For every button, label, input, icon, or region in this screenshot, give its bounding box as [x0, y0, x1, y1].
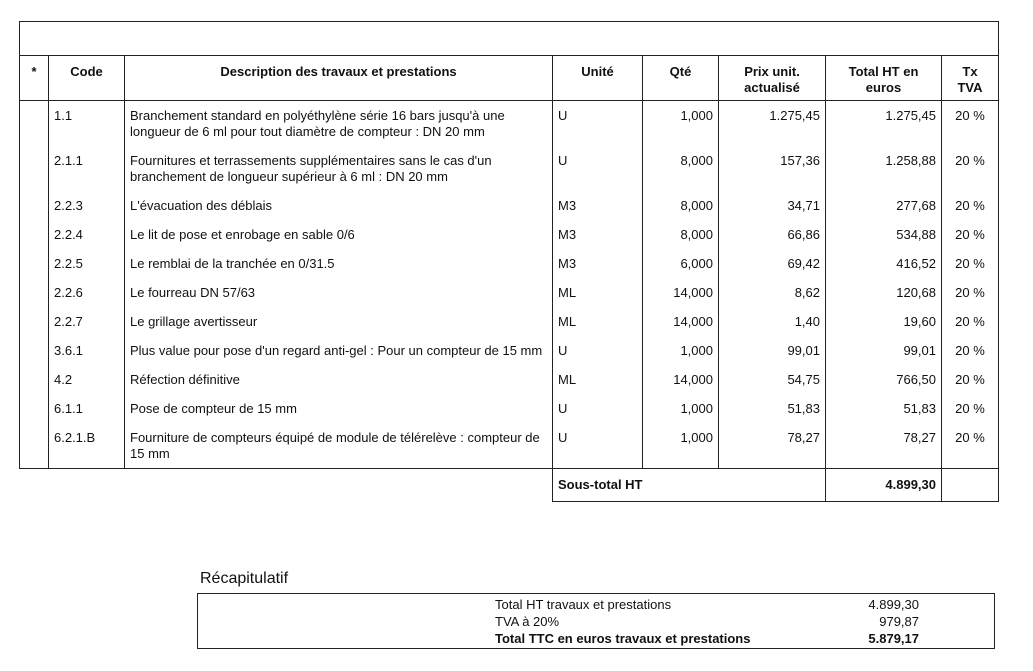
table-blank-header-row: [20, 22, 999, 56]
row-qty: 1,000: [643, 336, 719, 365]
row-tva: 20 %: [942, 336, 999, 365]
row-total: 416,52: [826, 249, 942, 278]
row-description: Réfection définitive: [125, 365, 553, 394]
recap-row-total-ttc: [198, 630, 994, 647]
row-code: 2.1.1: [49, 146, 125, 191]
row-qty: 14,000: [643, 365, 719, 394]
header-unit-price: [719, 56, 826, 101]
row-qty: 14,000: [643, 307, 719, 336]
header-total-line1: Total HT en: [848, 64, 919, 79]
row-total: 766,50: [826, 365, 942, 394]
row-code: 4.2: [49, 365, 125, 394]
row-unit-price: 157,36: [719, 146, 826, 191]
row-qty: 8,000: [643, 191, 719, 220]
table-header-row: [20, 56, 999, 101]
table-row: [20, 101, 999, 147]
row-unit: U: [553, 146, 643, 191]
row-unit-price: 1,40: [719, 307, 826, 336]
row-unit-price: 99,01: [719, 336, 826, 365]
recap-label: TVA à 20%: [495, 614, 560, 629]
recap-box: [197, 593, 995, 649]
row-code: 2.2.7: [49, 307, 125, 336]
header-qty: Qté: [643, 56, 719, 101]
row-star-cell: [20, 423, 49, 469]
row-code: 6.1.1: [49, 394, 125, 423]
header-unit-price-line2: actualisé: [744, 80, 800, 95]
row-unit: M3: [553, 220, 643, 249]
row-total: 1.258,88: [826, 146, 942, 191]
row-star-cell: [20, 278, 49, 307]
row-unit-price: 54,75: [719, 365, 826, 394]
header-total-line2: euros: [865, 80, 902, 95]
row-tva: 20 %: [942, 394, 999, 423]
table-row: [20, 394, 999, 423]
row-code: 2.2.3: [49, 191, 125, 220]
recap-value: 979,87: [879, 614, 919, 629]
table-row: [20, 220, 999, 249]
row-unit-price: 66,86: [719, 220, 826, 249]
recap-value: 4.899,30: [868, 597, 919, 612]
recap-title: Récapitulatif: [200, 570, 289, 587]
recap-row-tva: [198, 613, 994, 630]
row-unit: U: [553, 394, 643, 423]
row-tva: 20 %: [942, 191, 999, 220]
row-qty: 8,000: [643, 220, 719, 249]
row-description: Le fourreau DN 57/63: [125, 278, 553, 307]
quote-table: [19, 21, 999, 502]
recap-label: Total HT travaux et prestations: [495, 597, 672, 612]
subtotal-value: 4.899,30: [826, 469, 942, 502]
recap-row-total-ht: [198, 596, 994, 613]
row-star-cell: [20, 394, 49, 423]
subtotal-label: Sous-total HT: [553, 469, 826, 502]
row-total: 120,68: [826, 278, 942, 307]
row-code: 2.2.4: [49, 220, 125, 249]
row-tva: 20 %: [942, 278, 999, 307]
row-unit: U: [553, 336, 643, 365]
row-tva: 20 %: [942, 365, 999, 394]
subtotal-row: [20, 469, 999, 502]
row-description: Le grillage avertisseur: [125, 307, 553, 336]
row-description: L'évacuation des déblais: [125, 191, 553, 220]
row-unit: M3: [553, 249, 643, 278]
header-unit: Unité: [553, 56, 643, 101]
row-qty: 1,000: [643, 423, 719, 469]
row-description: Le lit de pose et enrobage en sable 0/6: [125, 220, 553, 249]
row-unit: ML: [553, 365, 643, 394]
header-star: *: [20, 56, 49, 101]
header-unit-price-line1: Prix unit.: [744, 64, 800, 79]
row-total: 99,01: [826, 336, 942, 365]
row-unit-price: 1.275,45: [719, 101, 826, 147]
row-total: 277,68: [826, 191, 942, 220]
row-total: 19,60: [826, 307, 942, 336]
header-tva-line1: Tx: [962, 64, 978, 79]
table-row: [20, 365, 999, 394]
row-unit: M3: [553, 191, 643, 220]
row-code: 6.2.1.B: [49, 423, 125, 469]
row-tva: 20 %: [942, 423, 999, 469]
row-star-cell: [20, 336, 49, 365]
row-unit-price: 51,83: [719, 394, 826, 423]
row-unit-price: 34,71: [719, 191, 826, 220]
table-row: [20, 146, 999, 191]
row-description: Pose de compteur de 15 mm: [125, 394, 553, 423]
row-qty: 14,000: [643, 278, 719, 307]
subtotal-tva-cell: [942, 469, 999, 502]
row-total: 51,83: [826, 394, 942, 423]
row-total: 1.275,45: [826, 101, 942, 147]
row-code: 3.6.1: [49, 336, 125, 365]
row-total: 78,27: [826, 423, 942, 469]
row-description: Branchement standard en polyéthylène série 16 bars jusqu'à une longueur de 6 ml pour tout diamètre de compteur : DN 20 mm: [125, 101, 553, 147]
table-row: [20, 249, 999, 278]
row-unit-price: 8,62: [719, 278, 826, 307]
row-star-cell: [20, 307, 49, 336]
row-code: 2.2.6: [49, 278, 125, 307]
recap-value: 5.879,17: [868, 631, 919, 646]
row-description: Fournitures et terrassements supplémentaires sans le cas d'un branchement de longueur supérieur à 6 ml : DN 20 mm: [125, 146, 553, 191]
row-qty: 6,000: [643, 249, 719, 278]
row-tva: 20 %: [942, 146, 999, 191]
recap-label: Total TTC en euros travaux et prestations: [495, 631, 751, 646]
table-row: [20, 307, 999, 336]
row-tva: 20 %: [942, 249, 999, 278]
header-tva: [942, 56, 999, 101]
row-unit-price: 78,27: [719, 423, 826, 469]
row-description: Plus value pour pose d'un regard anti-gel : Pour un compteur de 15 mm: [125, 336, 553, 365]
row-code: 1.1: [49, 101, 125, 147]
row-star-cell: [20, 365, 49, 394]
header-total: [826, 56, 942, 101]
row-tva: 20 %: [942, 101, 999, 147]
row-star-cell: [20, 101, 49, 147]
row-unit: ML: [553, 278, 643, 307]
row-star-cell: [20, 146, 49, 191]
row-qty: 1,000: [643, 394, 719, 423]
row-qty: 8,000: [643, 146, 719, 191]
table-row: [20, 278, 999, 307]
row-unit: ML: [553, 307, 643, 336]
row-tva: 20 %: [942, 220, 999, 249]
header-description: Description des travaux et prestations: [125, 56, 553, 101]
row-unit-price: 69,42: [719, 249, 826, 278]
row-description: Fourniture de compteurs équipé de module de télérelève : compteur de 15 mm: [125, 423, 553, 469]
row-code: 2.2.5: [49, 249, 125, 278]
row-tva: 20 %: [942, 307, 999, 336]
table-row: [20, 423, 999, 469]
row-description: Le remblai de la tranchée en 0/31.5: [125, 249, 553, 278]
row-total: 534,88: [826, 220, 942, 249]
row-star-cell: [20, 220, 49, 249]
table-row: [20, 191, 999, 220]
header-tva-line2: TVA: [957, 80, 983, 95]
row-unit: U: [553, 423, 643, 469]
header-code: Code: [49, 56, 125, 101]
row-star-cell: [20, 249, 49, 278]
row-unit: U: [553, 101, 643, 147]
row-qty: 1,000: [643, 101, 719, 147]
table-row: [20, 336, 999, 365]
row-star-cell: [20, 191, 49, 220]
